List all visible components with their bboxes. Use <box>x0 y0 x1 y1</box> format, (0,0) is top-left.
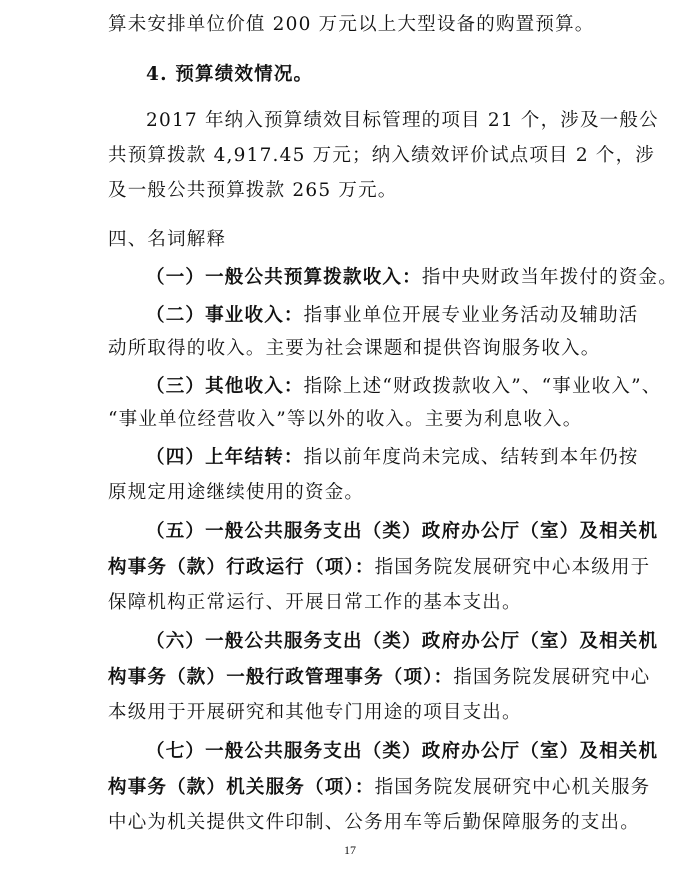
line-text: 原规定用途继续使用的资金。 <box>108 482 365 503</box>
term-label: （二）事业收入： <box>146 305 304 326</box>
text-line <box>108 590 618 616</box>
definition-3 <box>146 374 662 400</box>
section-heading-glossary <box>108 227 618 253</box>
definition-4 <box>146 445 639 471</box>
definition-6-title <box>146 629 659 655</box>
section-heading-budget-performance <box>146 62 618 88</box>
definition-5-title <box>146 519 659 545</box>
text-line <box>108 178 618 204</box>
text-line <box>108 143 655 169</box>
line-text: 保障机构正常运行、开展日常工作的基本支出。 <box>108 592 522 613</box>
definition-text: 指事业单位开展专业业务活动及辅助活 <box>303 305 639 326</box>
term-label: （六）一般公共服务支出（类）政府办公厅（室）及相关机 <box>146 631 659 652</box>
page-number: 17 <box>344 843 356 857</box>
term-label: 构事务（款）机关服务（项）： <box>108 777 375 798</box>
term-label: 构事务（款）一般行政管理事务（项）： <box>108 667 454 688</box>
definition-text: 指国务院发展研究中心 <box>453 667 651 688</box>
term-label: 构事务（款）行政运行（项）： <box>108 557 375 578</box>
line-text: 本级用于开展研究和其他专门用途的项目支出。 <box>108 702 522 723</box>
text-line <box>108 810 640 836</box>
line-text: 共预算拨款 4,917.45 万元；纳入绩效评价试点项目 2 个，涉 <box>108 145 655 166</box>
line-text: “事业单位经营收入”等以外的收入。主要为利息收入。 <box>108 409 583 430</box>
text-line <box>108 407 618 433</box>
line-text: 及一般公共预算拨款 265 万元。 <box>108 180 398 201</box>
line-text: 动所取得的收入。主要为社会课题和提供咨询服务收入。 <box>108 338 601 359</box>
heading-text: 四、名词解释 <box>108 229 227 250</box>
definition-text: 指国务院发展研究中心机关服务 <box>374 777 651 798</box>
term-label: （三）其他收入： <box>146 376 304 397</box>
term-label: （五）一般公共服务支出（类）政府办公厅（室）及相关机 <box>146 521 659 542</box>
definition-5 <box>108 555 651 581</box>
definition-text: 指国务院发展研究中心本级用于 <box>374 557 651 578</box>
line-text: 中心为机关提供文件印制、公务用车等后勤保障服务的支出。 <box>108 812 640 833</box>
line-text: 2017 年纳入预算绩效目标管理的项目 21 个，涉及一般公 <box>146 110 659 131</box>
line-text: 算未安排单位价值 200 万元以上大型设备的购置预算。 <box>108 14 595 35</box>
text-line <box>108 12 618 38</box>
definition-6 <box>108 665 651 691</box>
definition-text: 指除上述“财政拨款收入”、“事业收入”、 <box>303 376 662 397</box>
definition-7 <box>108 775 651 801</box>
heading-text: 4. 预算绩效情况。 <box>146 64 314 85</box>
definition-text: 指中央财政当年拨付的资金。 <box>421 267 678 288</box>
definition-text: 指以前年度尚未完成、结转到本年仍按 <box>303 447 639 468</box>
definition-2 <box>146 303 639 329</box>
term-label: （一）一般公共预算拨款收入： <box>146 267 422 288</box>
definition-7-title <box>146 739 659 765</box>
term-label: （四）上年结转： <box>146 447 304 468</box>
text-line <box>108 336 618 362</box>
text-line <box>146 108 659 134</box>
term-label: （七）一般公共服务支出（类）政府办公厅（室）及相关机 <box>146 741 659 762</box>
text-line <box>108 700 618 726</box>
definition-1 <box>146 265 678 291</box>
text-line <box>108 480 618 506</box>
